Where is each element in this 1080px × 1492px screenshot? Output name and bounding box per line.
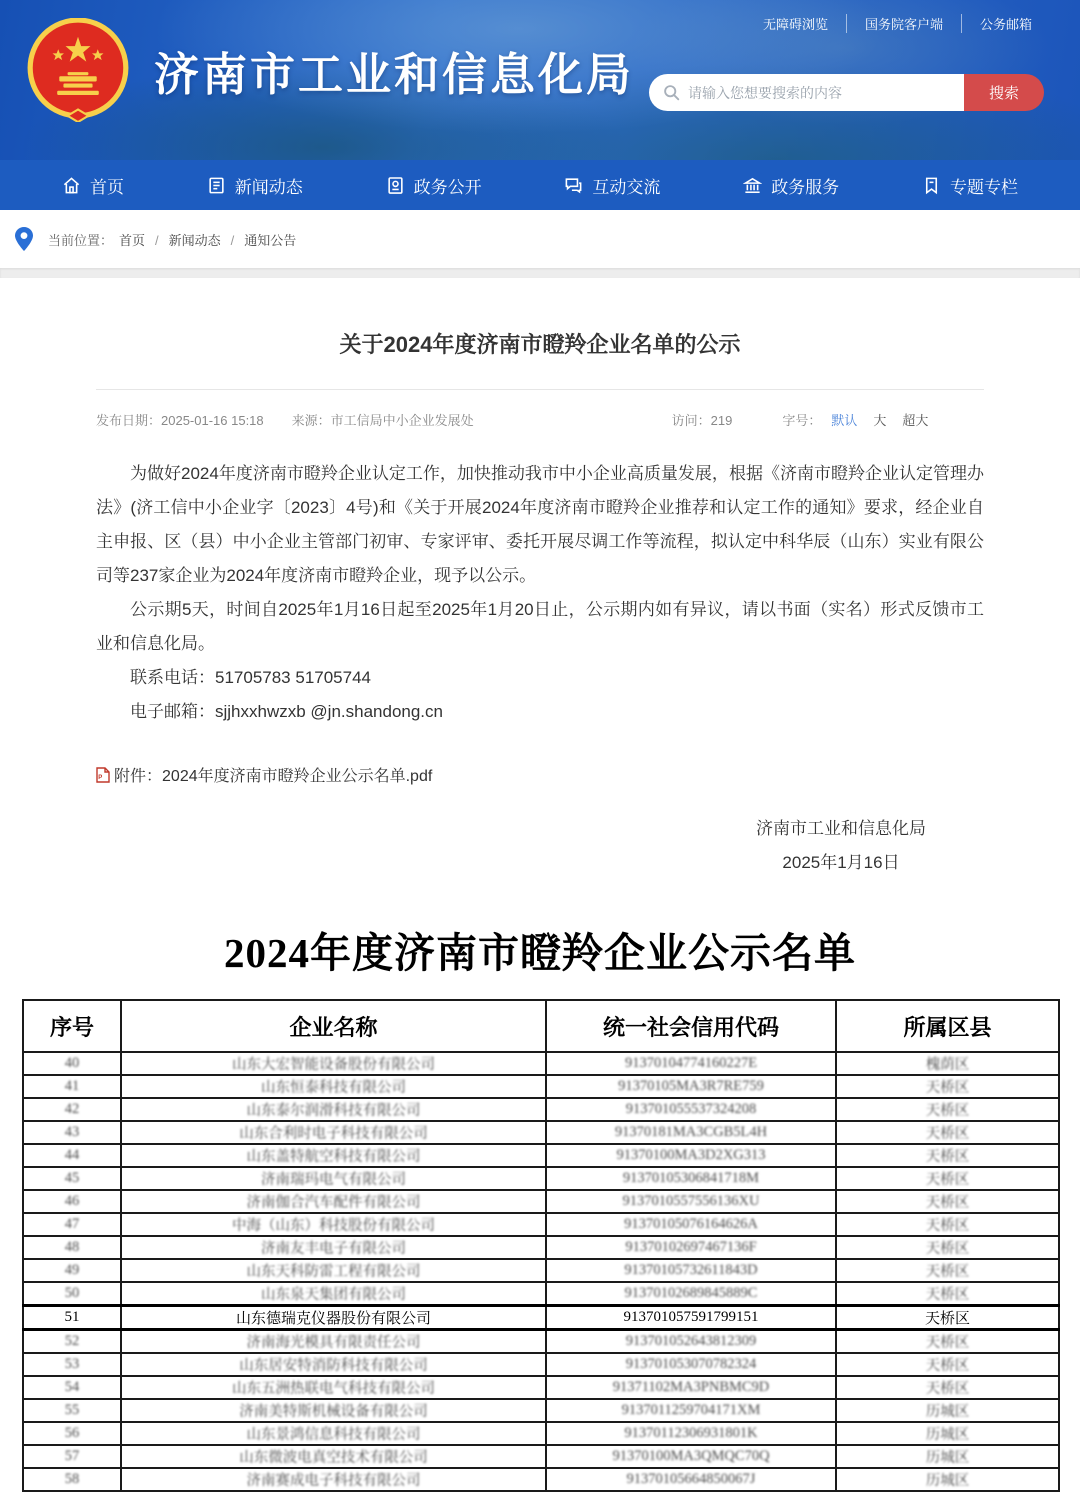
nav-label: 专题专栏	[949, 177, 1018, 197]
attachment-label: 附件：	[114, 768, 163, 785]
cell-company-name: 山东德瑞克仪器股份有限公司	[121, 1306, 546, 1330]
paragraph: 公示期5天，时间自2025年1月16日起至2025年1月20日止，公示期内如有异议，请以书面（实名）形式反馈市工业和信息化局。	[96, 600, 984, 653]
nav-label: 互动交流	[592, 177, 661, 197]
roster-title: 2024年度济南市瞪羚企业公示名单	[224, 930, 856, 976]
cell-district: 天桥区	[836, 1121, 1059, 1144]
gov-open-icon	[386, 176, 405, 195]
cell-credit-code: 91370105MA3R7RE759	[546, 1075, 836, 1098]
contact-email: 电子邮箱：sjjhxxhwzxb @jn.shandong.cn	[130, 702, 443, 721]
cell-credit-code: 913701053070782324	[546, 1353, 836, 1376]
topics-icon	[922, 176, 941, 195]
col-header-no: 序号	[23, 1000, 121, 1052]
article-meta	[96, 410, 984, 429]
national-emblem-icon	[26, 18, 130, 122]
roster-header-row	[23, 1000, 1059, 1052]
nav-item-topics[interactable]	[922, 173, 1018, 198]
location-pin-icon	[14, 226, 34, 252]
section-divider	[0, 268, 1080, 278]
state-council-app-link[interactable]: 国务院客户端	[846, 14, 961, 33]
nav-item-news[interactable]	[207, 173, 303, 198]
attachment-row	[96, 763, 984, 786]
service-icon	[743, 176, 762, 195]
cell-credit-code: 913701052643812309	[546, 1330, 836, 1354]
cell-no: 43	[23, 1121, 121, 1144]
site-search	[649, 74, 1044, 111]
nav-label: 首页	[90, 177, 124, 197]
cell-district: 天桥区	[836, 1213, 1059, 1236]
cell-company-name: 山东景鸿信息科技有限公司	[121, 1422, 546, 1445]
nav-item-gov-service[interactable]	[743, 173, 839, 198]
cell-credit-code: 91370112306931801K	[546, 1422, 836, 1445]
cell-credit-code: 91370181MA3CGB5L4H	[546, 1121, 836, 1144]
table-row	[23, 1376, 1059, 1399]
cell-company-name: 济南友丰电子有限公司	[121, 1236, 546, 1259]
table-row	[23, 1236, 1059, 1259]
cell-district: 天桥区	[836, 1306, 1059, 1330]
cell-district: 天桥区	[836, 1330, 1059, 1354]
cell-no: 44	[23, 1144, 121, 1167]
attachment-file-link[interactable]: 2024年度济南市瞪羚企业公示名单.pdf	[162, 768, 433, 785]
signature-block	[756, 812, 926, 880]
cell-company-name: 山东合利时电子科技有限公司	[121, 1121, 546, 1144]
cell-no: 40	[23, 1052, 121, 1075]
signature-org: 济南市工业和信息化局	[756, 819, 926, 838]
breadcrumb-home[interactable]: 首页	[119, 232, 146, 248]
cell-no: 49	[23, 1259, 121, 1282]
table-row	[23, 1167, 1059, 1190]
col-header-district: 所属区县	[836, 1000, 1059, 1052]
page-title: 关于2024年度济南市瞪羚企业名单的公示	[339, 332, 741, 357]
table-row	[23, 1075, 1059, 1098]
accessibility-link[interactable]: 无障碍浏览	[762, 17, 828, 32]
cell-company-name: 济南赛成电子科技有限公司	[121, 1468, 546, 1491]
breadcrumb-news[interactable]: / 新闻动态	[145, 230, 221, 249]
cell-credit-code: 91370105664850067J	[546, 1468, 836, 1491]
cell-district: 天桥区	[836, 1098, 1059, 1121]
font-size-xlarge[interactable]: 超大	[902, 413, 929, 428]
title-divider	[96, 389, 984, 390]
cell-company-name: 济南美特斯机械设备有限公司	[121, 1399, 546, 1422]
cell-district: 天桥区	[836, 1353, 1059, 1376]
cell-district: 历城区	[836, 1468, 1059, 1491]
cell-district: 天桥区	[836, 1376, 1059, 1399]
table-row	[23, 1330, 1059, 1354]
cell-no: 53	[23, 1353, 121, 1376]
nav-item-gov-open[interactable]	[386, 173, 482, 198]
table-row	[23, 1213, 1059, 1236]
search-input[interactable]	[688, 85, 964, 101]
cell-credit-code: 913701055537324208	[546, 1098, 836, 1121]
cell-company-name: 山东大宏智能设备股份有限公司	[121, 1052, 546, 1075]
cell-credit-code: 91370105732611843D	[546, 1259, 836, 1282]
cell-credit-code: 91370102689845889C	[546, 1282, 836, 1306]
cell-no: 57	[23, 1445, 121, 1468]
cell-district: 天桥区	[836, 1190, 1059, 1213]
table-row	[23, 1399, 1059, 1422]
cell-no: 58	[23, 1468, 121, 1491]
cell-credit-code: 9137011259704171XM	[546, 1399, 836, 1422]
svg-text:P: P	[98, 774, 103, 781]
col-header-code: 统一社会信用代码	[546, 1000, 836, 1052]
cell-credit-code: 91370100MA3D2XG313	[546, 1144, 836, 1167]
table-row	[23, 1144, 1059, 1167]
cell-company-name: 中海（山东）科技股份有限公司	[121, 1213, 546, 1236]
cell-credit-code: 913701057591799151	[546, 1306, 836, 1330]
source: 来源：市工信局中小企业发展处	[291, 413, 474, 428]
article	[0, 328, 1080, 872]
cell-company-name: 山东五洲热联电气科技有限公司	[121, 1376, 546, 1399]
cell-district: 历城区	[836, 1422, 1059, 1445]
cell-no: 50	[23, 1282, 121, 1306]
pdf-icon	[96, 767, 110, 783]
cell-district: 历城区	[836, 1399, 1059, 1422]
cell-no: 56	[23, 1422, 121, 1445]
cell-no: 46	[23, 1190, 121, 1213]
font-size-label: 字号：	[782, 413, 822, 428]
nav-label: 新闻动态	[234, 177, 303, 197]
cell-credit-code: 9137010557556136XU	[546, 1190, 836, 1213]
table-row	[23, 1306, 1059, 1330]
cell-company-name: 济南海光模具有限责任公司	[121, 1330, 546, 1354]
nav-label: 政务服务	[771, 177, 840, 197]
cell-district: 天桥区	[836, 1282, 1059, 1306]
table-row	[23, 1445, 1059, 1468]
nav-label: 政务公开	[413, 177, 482, 197]
cell-district: 天桥区	[836, 1259, 1059, 1282]
cell-company-name: 山东泉天集团有限公司	[121, 1282, 546, 1306]
roster-table	[22, 999, 1060, 1492]
roster-section	[0, 880, 1080, 1492]
cell-credit-code: 91370105076164626A	[546, 1213, 836, 1236]
cell-credit-code: 91371102MA3PNBMC9D	[546, 1376, 836, 1399]
table-row	[23, 1052, 1059, 1075]
cell-company-name: 山东泰尔润滑科技有限公司	[121, 1098, 546, 1121]
cell-no: 55	[23, 1399, 121, 1422]
font-size-large[interactable]: 大	[873, 413, 887, 428]
cell-no: 47	[23, 1213, 121, 1236]
cell-no: 48	[23, 1236, 121, 1259]
cell-district: 天桥区	[836, 1167, 1059, 1190]
signature-date: 2025年1月16日	[782, 853, 900, 872]
cell-no: 42	[23, 1098, 121, 1121]
cell-credit-code: 91370104774160227E	[546, 1052, 836, 1075]
cell-company-name: 山东微波电真空技术有限公司	[121, 1445, 546, 1468]
cell-district: 历城区	[836, 1445, 1059, 1468]
table-row	[23, 1259, 1059, 1282]
official-mail-link[interactable]: 公务邮箱	[961, 14, 1050, 33]
table-row	[23, 1121, 1059, 1144]
table-row	[23, 1353, 1059, 1376]
cell-district: 天桥区	[836, 1236, 1059, 1259]
cell-credit-code: 91370105306841718M	[546, 1167, 836, 1190]
nav-item-home[interactable]	[62, 173, 124, 198]
cell-no: 41	[23, 1075, 121, 1098]
publish-date: 发布日期：2025-01-16 15:18	[96, 413, 264, 428]
col-header-name: 企业名称	[121, 1000, 546, 1052]
cell-credit-code: 91370100MA3QMQC70Q	[546, 1445, 836, 1468]
table-row	[23, 1468, 1059, 1491]
cell-district: 天桥区	[836, 1075, 1059, 1098]
site-brand	[26, 18, 634, 122]
cell-credit-code: 91370102697467136F	[546, 1236, 836, 1259]
news-icon	[207, 176, 226, 195]
breadcrumb-notices[interactable]: / 通知公告	[221, 230, 297, 249]
nav-item-interaction[interactable]	[564, 173, 660, 198]
article-body	[96, 457, 984, 729]
cell-company-name: 济南瑞玛电气有限公司	[121, 1167, 546, 1190]
cell-district: 槐荫区	[836, 1052, 1059, 1075]
table-row	[23, 1190, 1059, 1213]
chat-icon	[564, 176, 583, 195]
breadcrumb-label: 当前位置：	[48, 232, 114, 248]
cell-company-name: 山东盖特航空科技有限公司	[121, 1144, 546, 1167]
cell-no: 52	[23, 1330, 121, 1354]
cell-company-name: 济南伽合汽车配件有限公司	[121, 1190, 546, 1213]
table-row	[23, 1282, 1059, 1306]
home-icon	[62, 176, 81, 195]
cell-no: 54	[23, 1376, 121, 1399]
paragraph: 为做好2024年度济南市瞪羚企业认定工作，加快推动我市中小企业高质量发展，根据《济南市瞪羚企业认定管理办法》(济工信中小企业字〔2023〕4号)和《关于开展2024年度济南市瞪羚企业推荐和认定工作的通知》要求，经企业自主申报、区（县）中小企业主管部门初审、专家评审、委托开展尽调工作等流程，拟认定中科华辰（山东）实业有限公司等237家企业为2024年度济南市瞪羚企业，现予以公示。	[96, 464, 984, 585]
visit-count: 访问：219	[671, 413, 733, 428]
table-row	[23, 1422, 1059, 1445]
cell-company-name: 山东恒泰科技有限公司	[121, 1075, 546, 1098]
breadcrumb	[0, 210, 1080, 268]
contact-phone: 联系电话：51705783 51705744	[130, 668, 371, 687]
cell-no: 51	[23, 1306, 121, 1330]
cell-company-name: 山东居安特消防科技有限公司	[121, 1353, 546, 1376]
cell-no: 45	[23, 1167, 121, 1190]
utility-links	[745, 14, 1050, 33]
font-size-default[interactable]: 默认	[831, 413, 858, 428]
site-banner	[0, 0, 1080, 160]
search-button[interactable]: 搜索	[964, 74, 1044, 111]
cell-company-name: 山东天科防雷工程有限公司	[121, 1259, 546, 1282]
table-row	[23, 1098, 1059, 1121]
cell-district: 天桥区	[836, 1144, 1059, 1167]
site-title: 济南市工业和信息化局	[154, 48, 635, 100]
main-nav	[0, 160, 1080, 210]
search-icon	[663, 84, 680, 101]
